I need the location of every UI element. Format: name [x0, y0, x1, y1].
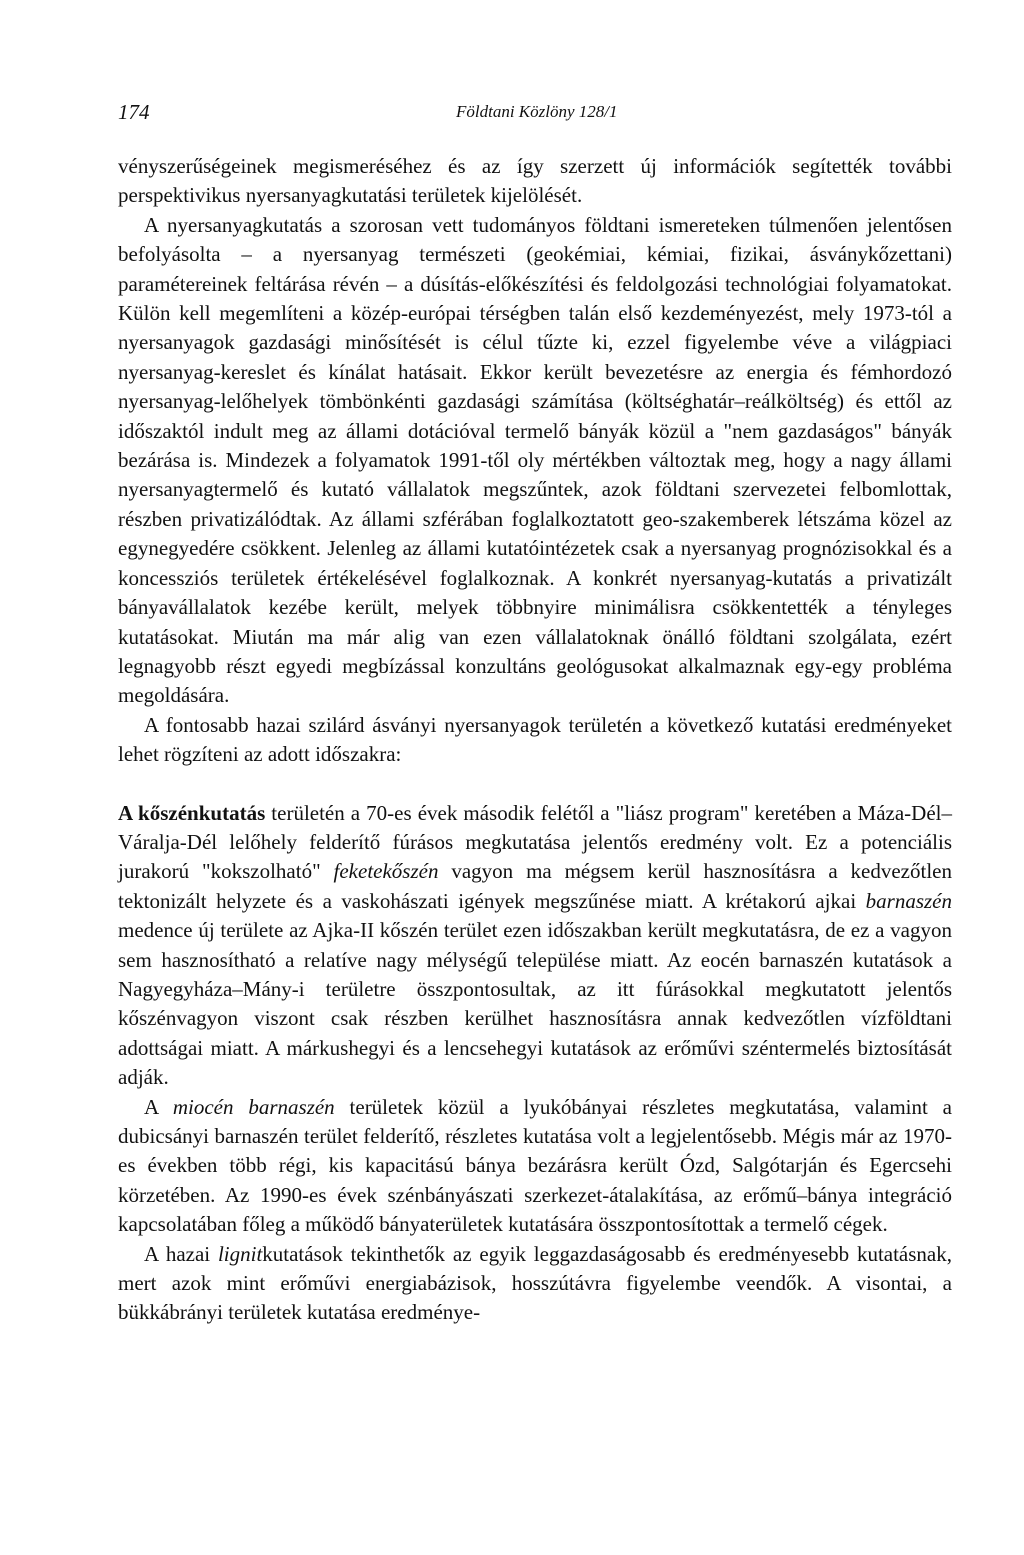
page-number: 174 — [118, 100, 150, 124]
paragraph-continuation: vényszerűségeinek megismeréséhez és az így szerzett új információk segítették további perspektivikus nyersanyagkutatási területek kijelölését. — [118, 154, 952, 208]
term-black-coal: feketekőszén — [333, 859, 439, 884]
term-brown-coal: barnaszén — [865, 888, 952, 913]
paragraph-research-overview: A nyersanyagkutatás a szorosan vett tudományos földtani ismereteken túlmenően jelentősen befolyásolta – a nyersanyag természeti (geokémiai, kémiai, fizikai, ásványkőzettani) paramétereinek feltárása révén – a dúsítás-előkészítési és feldolgozási technológiai folyamatokat. Külön kell megemlíteni a közép-európai térségben talán első kezdeményezést, mely 1973-tól a nyersanyagok gazdasági minősítését is célul tűzte ki, ezzel figyelembe véve a világpiaci nyersanyag-kereslet és kínálat hatásait. Ekkor került bevezetésre az energia és fémhordozó nyersanyag-lelőhelyek tömbönkénti gazdasági számítása (költséghatár–reálköltség) és ettől az időszaktól indult meg az állami dotációval termelő bányák közül a "nem gazdaságos" bányák bezárása is. Mindezek a folyamatok 1991-től oly mértékben változtak meg, hogy a nagy állami nyersanyagtermelő és kutató vállalatok megszűntek, azok földtani szervezetei felbomlottak, részben privatizálódtak. Az állami szférában foglalkoztatott geo-szakemberek létszáma közel az egynegyedére csökkent. Jelenleg az állami kutatóintézetek csak a nyersanyag prognózisokkal és a koncessziós területek értékelésével foglalkoznak. A konkrét nyersanyag-kutatás a privatizált bányavállalatok kezébe került, melyek többnyire minimálisra csökkentették a tényleges kutatásokat. Miután ma már alig van ezen vállalatoknak önálló földtani szolgálata, ezért legnagyobb részt egyedi megbízással konzultáns geológusokat alkalmaznak egy-egy probléma megoldására. — [118, 212, 952, 708]
article-body — [118, 152, 952, 1328]
text-run: A — [144, 1094, 173, 1119]
journal-running-title: Földtani Közlöny 128/1 — [456, 102, 618, 121]
paragraph-coal-research — [118, 799, 952, 1093]
term-miocene-brown-coal: miocén barnaszén — [172, 1094, 335, 1119]
term-lignite: lignit — [217, 1241, 263, 1266]
paragraph-lignite — [118, 1240, 952, 1328]
text-run: medence új területe az Ajka-II kőszén terület ezen időszakban került megkutatásra, de ez a vagyon sem hasznosítható a relatíve nagy mélységű települése miatt. Az eocén barnaszén kutatások a Nagyegyháza–Mány-i területre összpontosultak, az itt fúrásokkal megkutatott jelentős kőszénvagyon viszont csak részben kerülhet hasznosításra annak kedvezőtlen vízföldtani adottságai miatt. A márkushegyi és a lencsehegyi kutatások az erőművi széntermelés biztosítását adják. — [118, 918, 952, 1090]
paragraph-results-intro: A fontosabb hazai szilárd ásványi nyersanyagok területén a következő kutatási eredményeket lehet rögzíteni az adott időszakra: — [118, 712, 952, 767]
page-header — [118, 100, 952, 130]
section-lead-coal: A kőszénkutatás — [118, 800, 266, 825]
text-run: területek közül a lyukóbányai részletes megkutatása, valamint a dubicsányi barnaszén terület felderítő, részletes kutatása volt a legjelentősebb. Mégis már az 1970-es években több régi, kis kapacitású bánya bezárásra került Ózd, Salgótarján és Egercsehi körzetében. Az 1990-es évek szénbányászati szerkezet-átalakítása, az erőmű–bánya integráció kapcsolatában főleg a működő bányaterületek kutatására összpontosítottak a termelő cégek. — [118, 1094, 952, 1237]
text-run: területén a 70-es évek második felétől a "liász program" keretében a Máza-Dél–Váralja-Dél lelőhely felderítő fúrásos megkutatása jelentős eredmény volt. Ez a potenciális jurakorú "kokszolható" — [118, 800, 952, 884]
text-run: kutatások tekinthetők az egyik leggazdaságosabb és eredményesebb kutatásnak, mert azok mint erőművi energiabázisok, hosszútávra figyelembe veendők. A visontai, a bükkábrányi területek kutatása eredménye- — [118, 1241, 952, 1325]
paragraph-miocene-brown-coal — [118, 1093, 952, 1240]
text-run: A hazai — [144, 1241, 218, 1266]
text-run: vagyon ma mégsem kerül hasznosításra a kedvezőtlen tektonizált helyzete és a vaskohászati igények megszűnése miatt. A krétakorú ajkai — [118, 859, 952, 913]
